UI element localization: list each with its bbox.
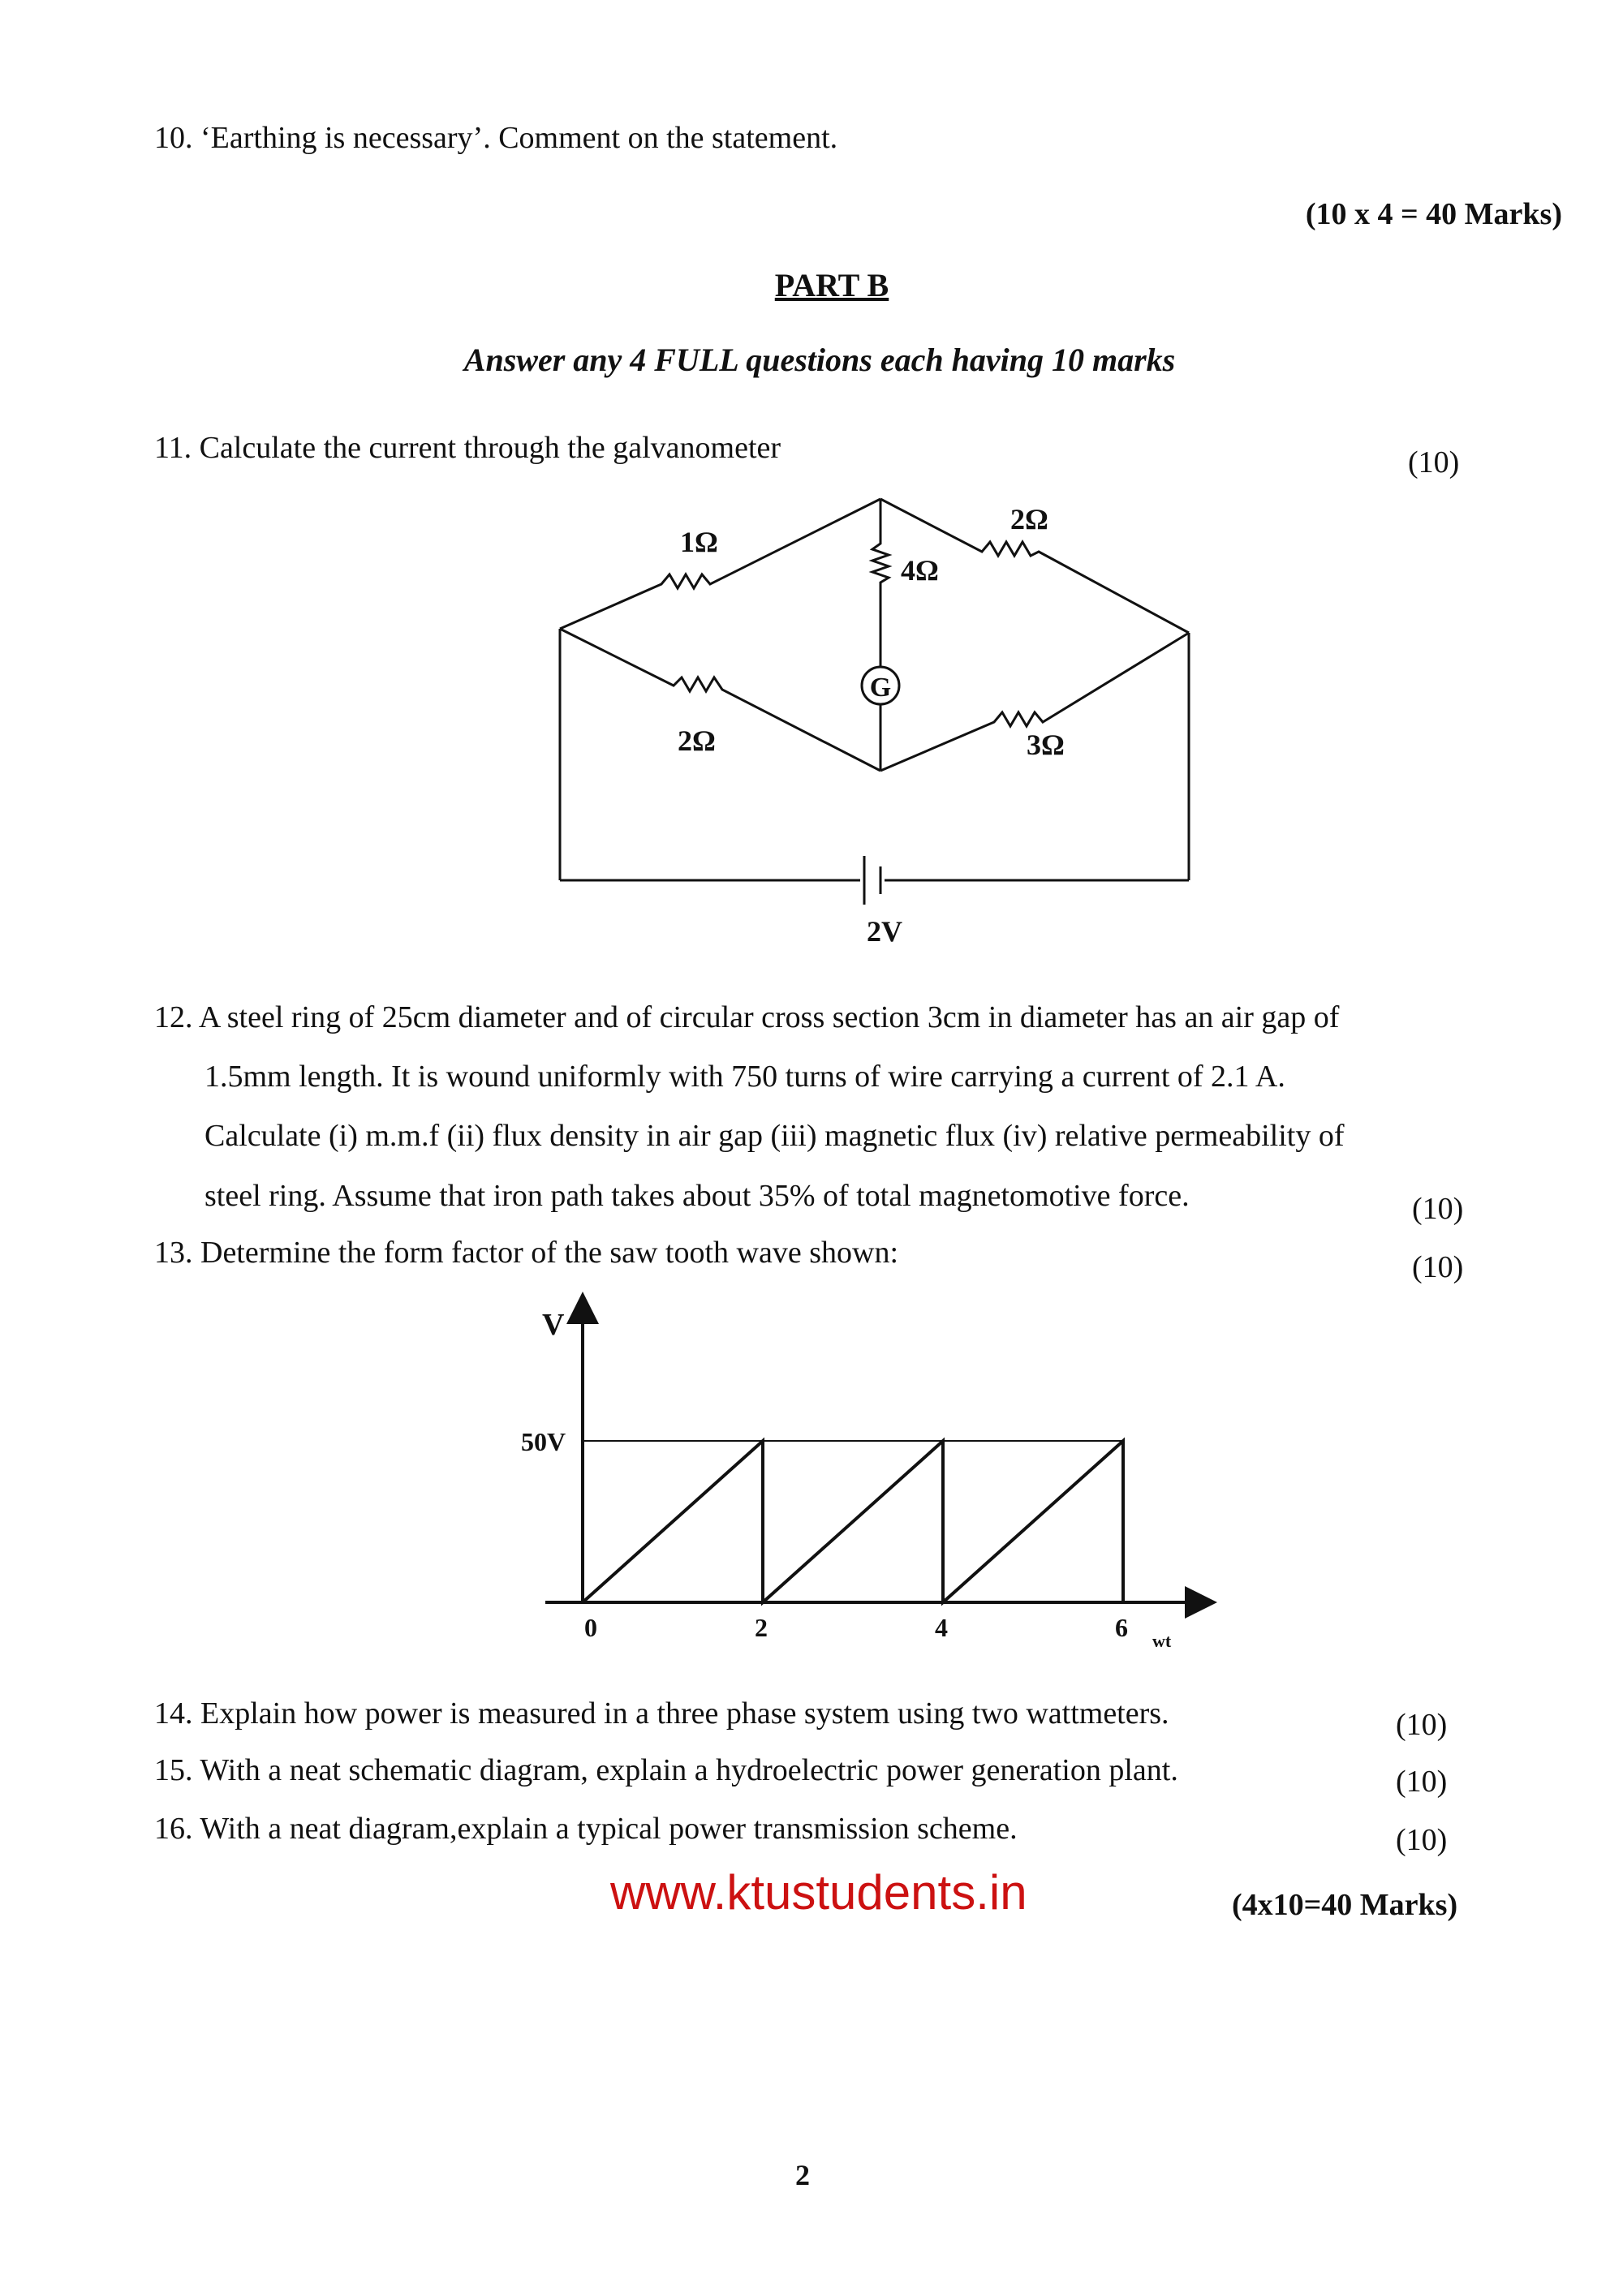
page-number: 2: [795, 2159, 810, 2191]
question-16: [154, 1811, 1018, 1848]
y-axis-label: V: [542, 1308, 565, 1342]
part-a-total-marks: (10 x 4 = 40 Marks): [1305, 197, 1562, 231]
x-tick-label: 4: [935, 1613, 948, 1642]
x-tick-label: 0: [584, 1613, 597, 1642]
question-number: 15.: [154, 1753, 193, 1787]
part-b-title: PART B: [774, 267, 889, 303]
resistor-top-right-label: 2Ω: [1010, 503, 1048, 535]
question-11-marks: (10): [1408, 445, 1460, 479]
question-number: 11.: [154, 431, 192, 465]
resistor-bottom-right-label: 3Ω: [1027, 729, 1065, 761]
part-b-instruction: Answer any 4 FULL questions each having 10 marks: [463, 342, 1176, 378]
question-12-marks: (10): [1412, 1192, 1464, 1226]
galvanometer-label: G: [869, 673, 892, 703]
x-tick-label: 6: [1115, 1613, 1128, 1642]
question-number: 14.: [154, 1696, 193, 1731]
x-tick-label: 2: [755, 1613, 768, 1642]
question-12-line-2: 1.5mm length. It is wound uniformly with 750 turns of wire carrying a current of 2.1 A.: [204, 1060, 1285, 1094]
question-number: 10.: [154, 121, 193, 155]
question-12-line-4: steel ring. Assume that iron path takes about 35% of total magnetomotive force.: [204, 1179, 1190, 1213]
x-axis-label: wt: [1152, 1631, 1172, 1651]
question-12-line-3: Calculate (i) m.m.f (ii) flux density in air gap (iii) magnetic flux (iv) relative permeability of: [204, 1119, 1345, 1153]
question-text-line: A steel ring of 25cm diameter and of circular cross section 3cm in diameter has an air gap of: [198, 1000, 1340, 1034]
question-text: With a neat diagram,explain a typical power transmission scheme.: [200, 1812, 1018, 1846]
question-14-marks: (10): [1396, 1708, 1448, 1742]
resistor-bottom-left-label: 2Ω: [678, 724, 716, 757]
battery-label: 2V: [867, 915, 902, 948]
question-text: Explain how power is measured in a three phase system using two wattmeters.: [200, 1696, 1169, 1731]
question-13-marks: (10): [1412, 1250, 1464, 1284]
question-number: 16.: [154, 1812, 193, 1846]
question-text: Calculate the current through the galvanometer: [199, 431, 781, 465]
question-number: 13.: [154, 1236, 193, 1270]
question-text: Determine the form factor of the saw tooth wave shown:: [200, 1236, 899, 1270]
resistor-top-left-label: 1Ω: [680, 526, 718, 558]
resistor-middle-label: 4Ω: [901, 554, 939, 587]
question-text: With a neat schematic diagram, explain a hydroelectric power generation plant.: [200, 1753, 1178, 1787]
y-tick-label: 50V: [521, 1427, 566, 1456]
question-15-marks: (10): [1396, 1765, 1448, 1799]
sawtooth-waveform: [583, 1441, 1123, 1602]
question-text: ‘Earthing is necessary’. Comment on the statement.: [200, 121, 838, 155]
part-b-total-marks: (4x10=40 Marks): [1232, 1888, 1458, 1922]
question-16-marks: (10): [1396, 1823, 1448, 1857]
question-14: [154, 1696, 1169, 1733]
question-15: [154, 1752, 1178, 1790]
ktustudents-watermark-link[interactable]: www.ktustudents.in: [610, 1865, 1027, 1920]
question-number: 12.: [154, 1000, 193, 1034]
